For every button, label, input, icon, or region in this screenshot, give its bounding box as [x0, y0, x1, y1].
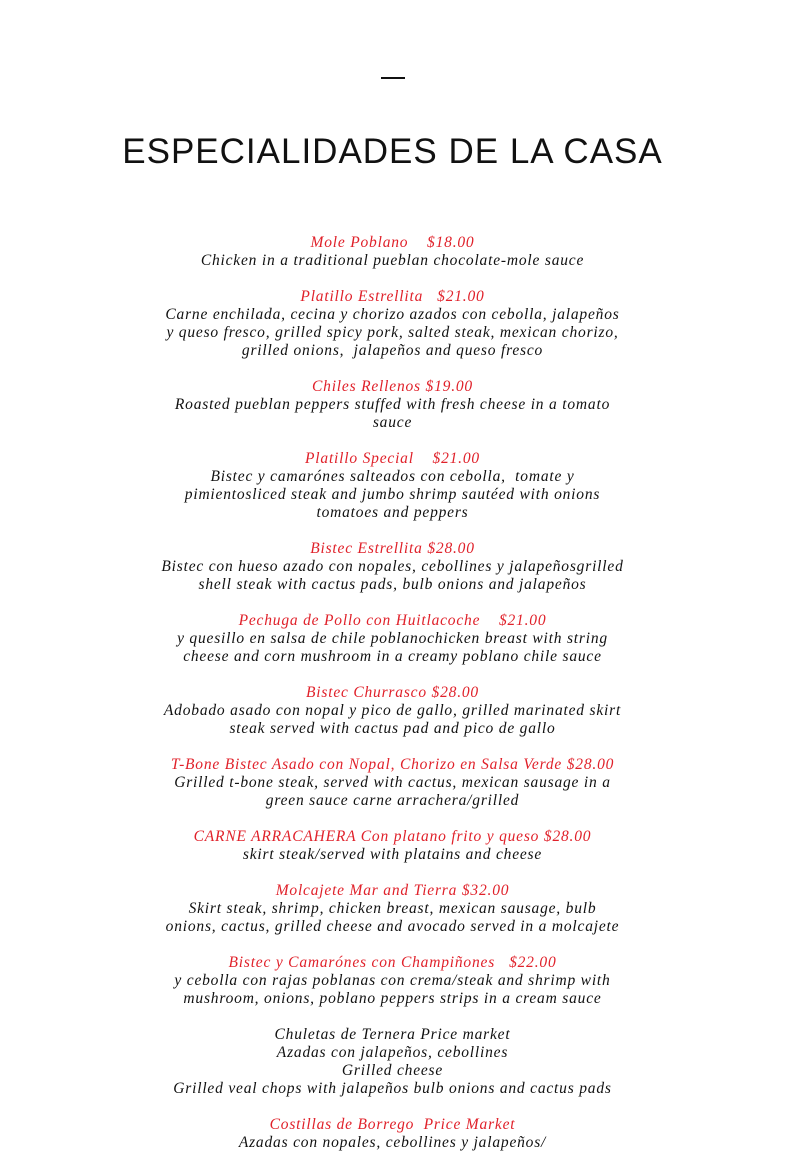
menu-item [140, 612, 645, 666]
menu-item-description: y quesillo en salsa de chile poblanochicken breast with string cheese and corn mushroom in a creamy poblano chile sauce [177, 630, 608, 665]
menu-item-description: skirt steak/served with platains and cheese [242, 846, 543, 863]
menu-item-name: Bistec Churrasco $28.00 [306, 684, 479, 701]
menu-item-name: Platillo Special $21.00 [305, 450, 480, 467]
menu-item-name: Pechuga de Pollo con Huitlacoche $21.00 [238, 612, 547, 629]
menu-item [140, 234, 645, 270]
menu-item-description: y cebolla con rajas poblanas con crema/steak and shrimp with mushroom, onions, poblano peppers strips in a cream sauce [174, 972, 611, 1007]
menu-item [140, 288, 645, 360]
menu-item-plain [140, 1026, 645, 1098]
menu-item-description: Grilled t-bone steak, served with cactus, mexican sausage in a green sauce carne arrachera/grilled [174, 774, 611, 809]
menu-item-name: Mole Poblano $18.00 [310, 234, 475, 251]
menu-item [140, 684, 645, 738]
menu-item-name: Bistec Estrellita $28.00 [310, 540, 475, 557]
menu-item-name: Chiles Rellenos $19.00 [312, 378, 473, 395]
menu-item-description: Bistec y camarónes salteados con cebolla, tomate y pimientosliced steak and jumbo shrimp sautéed with onions tomatoes and peppers [184, 468, 601, 521]
menu-item [140, 828, 645, 864]
menu-item-name: CARNE ARRACAHERA Con platano frito y queso $28.00 [193, 828, 592, 845]
menu-item [140, 450, 645, 522]
section-title: ESPECIALIDADES DE LA CASA [122, 132, 663, 171]
menu-item-description: Chicken in a traditional pueblan chocolate-mole sauce [200, 252, 585, 269]
menu-item [140, 954, 645, 1008]
menu-item [140, 882, 645, 936]
menu-item-name: Bistec y Camarónes con Champiñones $22.00 [228, 954, 557, 971]
divider-mark [381, 77, 405, 79]
menu-item-text: Chuletas de Ternera Price market Azadas con jalapeños, cebollines Grilled cheese Grilled veal chops with jalapeños bulb onions and cactus pads [173, 1026, 612, 1097]
menu-item-name: Costillas de Borrego Price Market [269, 1116, 516, 1133]
menu-item-description: Azadas con nopales, cebollines y jalapeños/ [238, 1134, 547, 1151]
menu-item-description: Bistec con hueso azado con nopales, cebollines y jalapeñosgrilled shell steak with cactus pads, bulb onions and jalapeños [161, 558, 624, 593]
menu-item [140, 540, 645, 594]
menu-list [140, 234, 645, 1153]
menu-item-description: Carne enchilada, cecina y chorizo azados con cebolla, jalapeños y queso fresco, grilled spicy pork, salted steak, mexican chorizo, grilled onions, jalapeños and queso fresco [165, 306, 620, 359]
menu-item [140, 756, 645, 810]
menu-item-description: Roasted pueblan peppers stuffed with fresh cheese in a tomato sauce [174, 396, 611, 431]
menu-item-description: Adobado asado con nopal y pico de gallo, grilled marinated skirt steak served with cactus pad and pico de gallo [163, 702, 622, 737]
menu-item-name: Platillo Estrellita $21.00 [300, 288, 485, 305]
menu-item-name: Molcajete Mar and Tierra $32.00 [275, 882, 510, 899]
menu-item-description: Skirt steak, shrimp, chicken breast, mexican sausage, bulb onions, cactus, grilled cheese and avocado served in a molcajete [165, 900, 620, 935]
menu-item-name: T-Bone Bistec Asado con Nopal, Chorizo en Salsa Verde $28.00 [170, 756, 615, 773]
menu-item [140, 1116, 645, 1152]
menu-item [140, 378, 645, 432]
